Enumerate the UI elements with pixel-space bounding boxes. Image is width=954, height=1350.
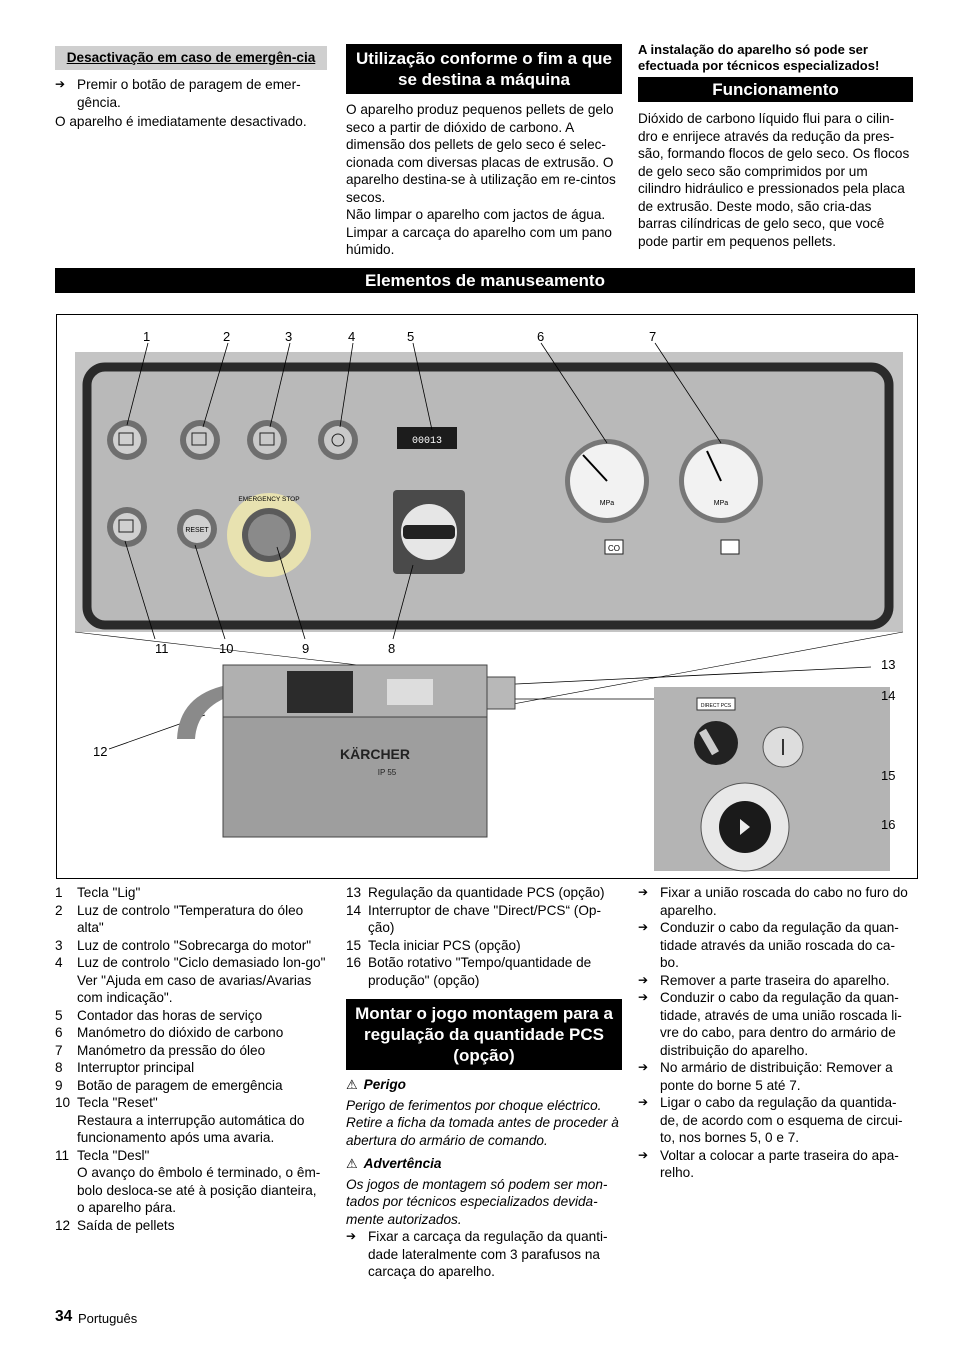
mount-step: ➔ Conduzir o cabo da regulação da quan-tidade através da união roscada do ca-bo. [638,919,913,972]
svg-text:00013: 00013 [411,436,443,447]
legend-left [55,884,327,1234]
mount-step: ➔ Ligar o cabo da regulação da quantida-de, de acordo com o esquema de circui-to, nos bornes 5, 0 e 7. [638,1094,913,1147]
mount-step-1: ➔ Fixar a carcaça da regulação da quanti-dade lateralmente com 3 parafusos na carcaça do aparelho. [346,1228,622,1281]
callout-3: 3 [285,329,293,344]
legend-item: 11 Tecla "Desl" [55,1147,150,1163]
on-button-icon [107,420,147,460]
legend-item: 3 Luz de controlo "Sobrecarga do motor" [55,937,312,953]
motor-overload-lamp-icon [247,420,287,460]
warning-triangle-icon: ⚠ [346,1078,358,1093]
legend-item: O avanço do êmbolo é terminado, o êm-bolo desloca-se até à posição dianteira, o aparelho pára. [77,1165,321,1215]
emergency-heading: Desactivação em caso de emergên-cia [55,46,327,70]
machine-photo [177,665,515,837]
legend-item: 16 Botão rotativo "Tempo/quantidade de produção" (opção) [346,955,592,988]
callout-8: 8 [388,641,396,656]
legend-item: 1 Tecla "Lig" [55,885,141,900]
callout-15: 15 [881,768,896,783]
svg-text:IP 55: IP 55 [377,768,397,777]
warning-title: ⚠ Advertência [346,1156,442,1172]
callout-4: 4 [348,329,356,344]
emergency-step: ➔ Premir o botão de paragem de emer-gência. [55,76,327,111]
callout-2: 2 [223,329,231,344]
svg-text:KÄRCHER: KÄRCHER [340,746,410,762]
hour-counter-icon [397,427,457,449]
page-number: 34 [55,1308,73,1325]
off-button-icon [107,507,147,547]
callout-6: 6 [537,329,545,344]
callout-13: 13 [881,657,896,672]
function-heading: Funcionamento [638,77,913,102]
callout-14: 14 [881,688,896,703]
callout-16: 16 [881,817,896,832]
emergency-result: O aparelho é imediatamente desactivado. [55,114,307,129]
danger-text: Perigo de ferimentos por choque eléctrico. Retire a ficha da tomada antes de proceder à abertura do armário de comando. [346,1097,619,1148]
svg-text:EMERGENCY STOP: EMERGENCY STOP [238,496,300,503]
legend-item: 10 Tecla "Reset" [55,1095,158,1110]
svg-text:DIRECT PCS: DIRECT PCS [700,703,732,709]
callout-12: 12 [93,744,108,759]
main-switch-icon [393,490,465,574]
mount-heading: Montar o jogo montagem para a regulação da quantidade PCS (opção) [346,999,622,1070]
mount-step: ➔ No armário de distribuição: Remover a ponte do borne 5 até 7. [638,1059,913,1094]
mount-step: ➔ Fixar a união roscada do cabo no furo do aparelho. [638,884,913,919]
controls-section-title: Elementos de manuseamento [55,268,915,293]
legend-item: Ver "Ajuda em caso de avarias/Avarias com indicação". [77,972,312,1005]
warning-text: Os jogos de montagem só podem ser mon-tados por técnicos especializados devida-mente autorizados. [346,1176,608,1227]
callout-7: 7 [649,329,657,344]
mount-steps-right [638,884,913,1182]
intended-use-heading: Utilização conforme o fim a que se destina a máquina [346,44,622,94]
legend-mid-and-mount [346,884,622,1281]
danger-title: ⚠ Perigo [346,1077,406,1093]
svg-text:MPa: MPa [599,500,615,507]
callout-5: 5 [407,329,415,344]
mount-step: ➔ Conduzir o cabo da regulação da quan-tidade, através de uma união roscada li-vre do cabo, para dentro do armário de distribuição do aparelho. [638,989,913,1059]
legend-mid [346,884,622,989]
legend-item: 5 Contador das horas de serviço [55,1007,263,1023]
callout-10: 10 [219,641,234,656]
intended-use-para1: O aparelho produz pequenos pellets de gelo seco a partir de dióxido de carbono. A dimensão dos pellets de gelo seco é selec-cionada com diversas placas de extrusão. O aparelho destina-se à utilização em re-cintos secos. [346,102,616,205]
legend-item: 7 Manómetro da pressão do óleo [55,1042,266,1058]
co2-gauge-icon [565,439,649,523]
legend-item: 13 Regulação da quantidade PCS (opção) [346,885,605,900]
warning-triangle-icon: ⚠ [346,1157,358,1172]
mount-step: ➔ Remover a parte traseira do aparelho. [638,972,913,990]
emergency-stop-icon [227,493,311,577]
function-para: Dióxido de carbono líquido flui para o cilin-dro e enrijece através da redução da pres-são, formando flocos de gelo seco. Os flocos de gelo seco são comprimidos por um cilindro hidráulico e pressionados pela placa de extrusão. Deste modo, são cria-das barras cilíndricas de gelo seco, que você pode partir em pequenos pellets. [638,111,910,249]
controls-figure [56,314,918,879]
legend-item: 12 Saída de pellets [55,1217,175,1233]
oil-pressure-gauge-icon [679,439,763,523]
legend-item: 9 Botão de paragem de emergência [55,1077,283,1093]
pcs-option-photo [654,687,890,871]
legend-item: 15 Tecla iniciar PCS (opção) [346,937,521,953]
control-panel-illustration [57,315,919,880]
reset-button-icon [177,509,217,549]
intended-use-para2: Não limpar o aparelho com jactos de água. Limpar a carcaça do aparelho com um pano húmido. [346,207,612,257]
callout-1: 1 [143,329,151,344]
callout-9: 9 [302,641,310,656]
intended-use-section [346,44,622,259]
cycle-too-long-lamp-icon [318,420,358,460]
co2-gauge-tag-label: CO [608,544,620,553]
legend-item: 8 Interruptor principal [55,1060,195,1075]
page-language: Português [78,1311,138,1326]
installation-note: A instalação do aparelho só pode ser efectuada por técnicos especializados! [638,42,880,73]
function-section [638,42,913,250]
emergency-section [55,46,327,131]
legend-item: 4 Luz de controlo "Ciclo demasiado lon-go" [55,955,326,970]
callout-11: 11 [155,641,169,656]
oil-temperature-lamp-icon [180,420,220,460]
legend-item: 2 Luz de controlo "Temperatura do óleo alta" [55,902,304,935]
legend-item: Restaura a interrupção automática do funcionamento após uma avaria. [77,1112,305,1145]
svg-text:RESET: RESET [185,527,209,534]
mount-step: ➔ Voltar a colocar a parte traseira do apa-relho. [638,1147,913,1182]
panel-gasket [87,367,889,625]
svg-text:MPa: MPa [713,500,729,507]
legend-item: 14 Interruptor de chave "Direct/PCS“ (Op-ção) [346,902,601,935]
legend-item: 6 Manómetro do dióxido de carbono [55,1025,284,1040]
oil-gauge-tag [721,540,739,554]
